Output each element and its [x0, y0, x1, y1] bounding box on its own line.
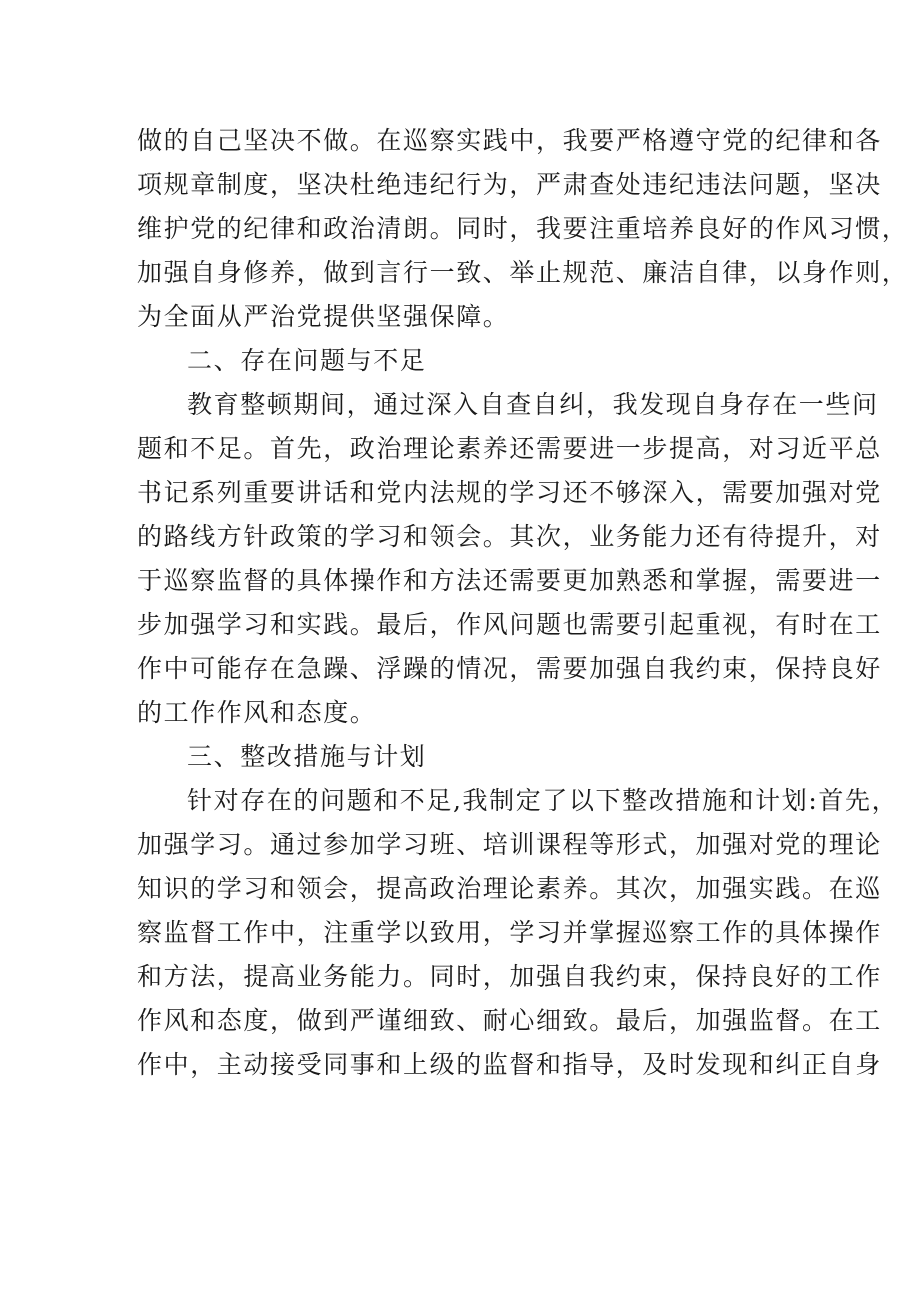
paragraph-line: 做的自己坚决不做。在巡察实践中，我要严格遵守党的纪律和各 — [137, 126, 882, 155]
section-heading: 二、存在问题与不足 — [187, 346, 427, 375]
paragraph-line: 题和不足。首先，政治理论素养还需要进一步提高，对习近平总 — [137, 434, 882, 463]
paragraph-line: 步加强学习和实践。最后，作风问题也需要引起重视，有时在工 — [137, 610, 882, 639]
paragraph-line: 针对存在的问题和不足,我制定了以下整改措施和计划:首先， — [187, 786, 899, 815]
paragraph-line: 为全面从严治党提供坚强保障。 — [137, 302, 510, 331]
document-body — [137, 119, 909, 1087]
paragraph-line: 作中可能存在急躁、浮躁的情况，需要加强自我约束，保持良好 — [137, 654, 882, 683]
paragraph-line: 教育整顿期间，通过深入自查自纠，我发现自身存在一些问 — [187, 390, 879, 419]
paragraph-line: 的路线方针政策的学习和领会。其次，业务能力还有待提升，对 — [137, 522, 882, 551]
paragraph-line: 维护党的纪律和政治清朗。同时，我要注重培养良好的作风习惯， — [137, 214, 909, 243]
section-heading: 三、整改措施与计划 — [187, 742, 427, 771]
paragraph-line: 于巡察监督的具体操作和方法还需要更加熟悉和掌握，需要进一 — [137, 566, 882, 595]
paragraph-line: 作风和态度，做到严谨细致、耐心细致。最后，加强监督。在工 — [137, 1006, 882, 1035]
paragraph-line: 项规章制度，坚决杜绝违纪行为，严肃查处违纪违法问题，坚决 — [137, 170, 882, 199]
paragraph-line: 的工作作风和态度。 — [137, 698, 377, 727]
paragraph-line: 知识的学习和领会，提高政治理论素养。其次，加强实践。在巡 — [137, 874, 882, 903]
paragraph-line: 作中，主动接受同事和上级的监督和指导，及时发现和纠正自身 — [137, 1050, 882, 1079]
paragraph-line: 和方法，提高业务能力。同时，加强自我约束，保持良好的工作 — [137, 962, 882, 991]
paragraph-line: 加强学习。通过参加学习班、培训课程等形式，加强对党的理论 — [137, 830, 882, 859]
paragraph-line: 加强自身修养，做到言行一致、举止规范、廉洁自律，以身作则， — [137, 258, 909, 287]
paragraph-line: 察监督工作中，注重学以致用，学习并掌握巡察工作的具体操作 — [137, 918, 882, 947]
paragraph-line: 书记系列重要讲话和党内法规的学习还不够深入，需要加强对党 — [137, 478, 882, 507]
